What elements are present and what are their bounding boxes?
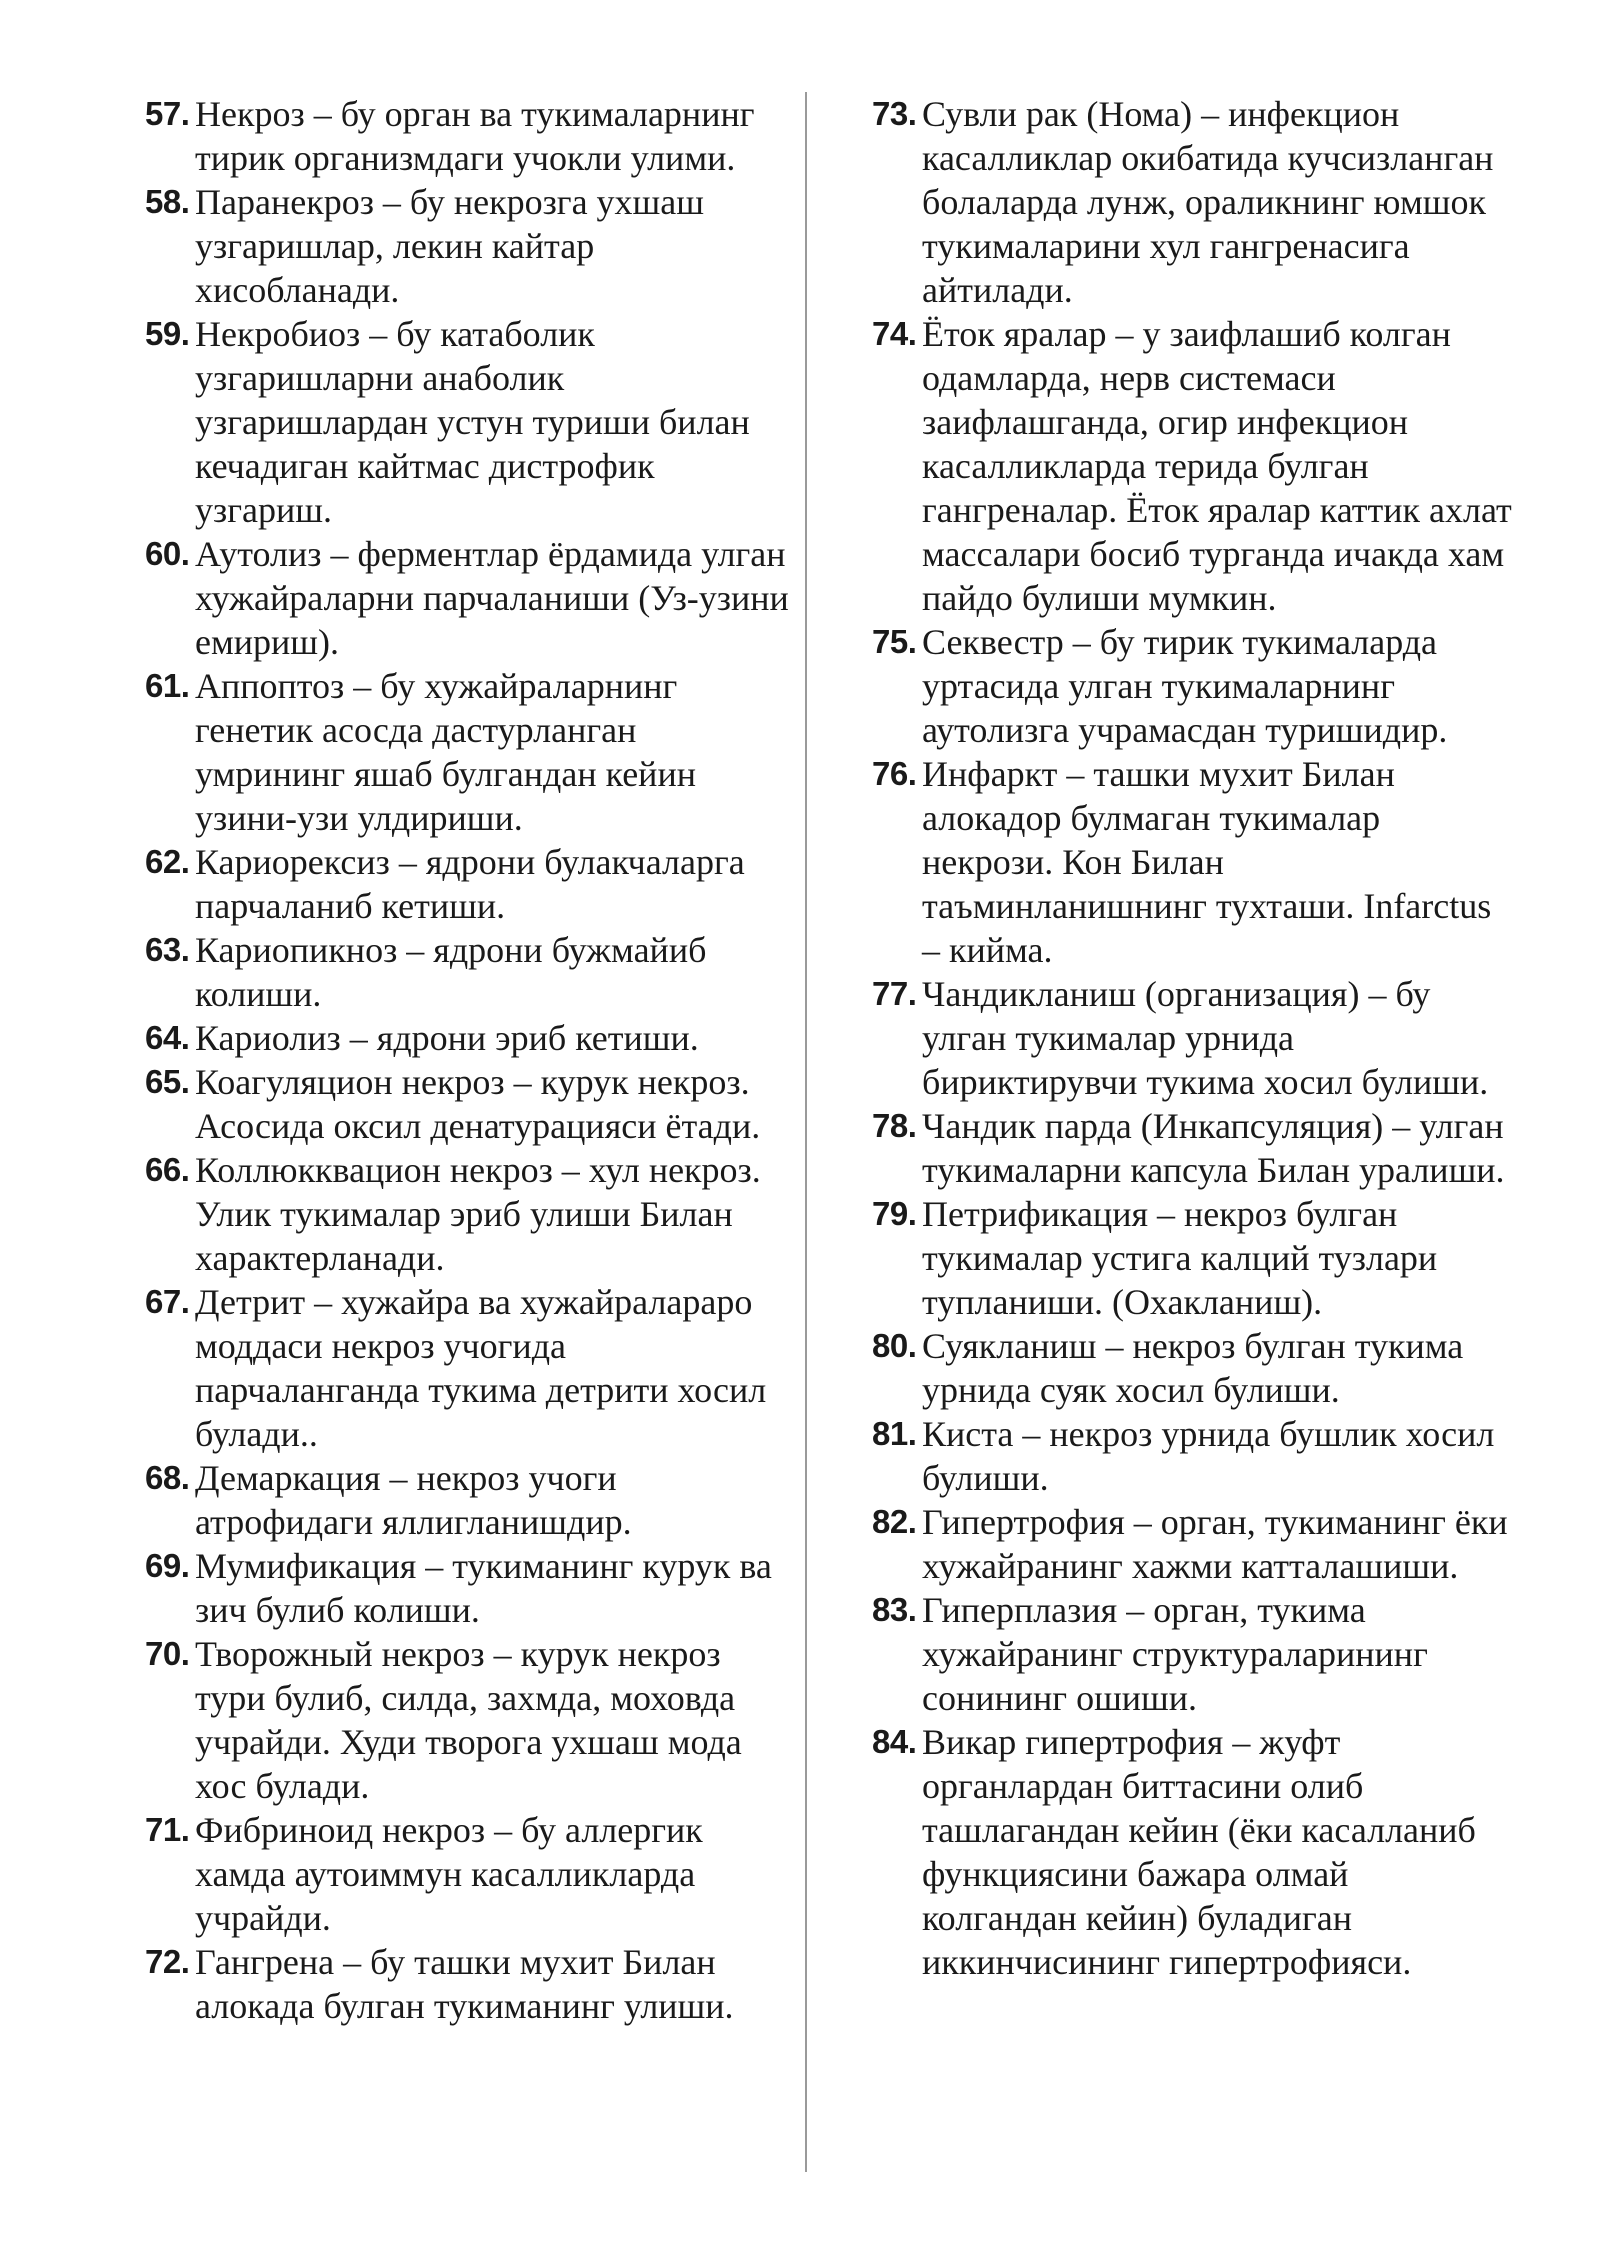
term-definition: Кариопикноз – ядрони бужмайиб колиши. <box>195 930 707 1014</box>
term-entry <box>872 1412 1512 1500</box>
term-number: 70. <box>145 1635 190 1672</box>
term-entry <box>872 1588 1512 1720</box>
term-number: 73. <box>872 95 917 132</box>
term-number: 84. <box>872 1723 917 1760</box>
term-entry <box>145 1544 795 1632</box>
term-number: 60. <box>145 535 190 572</box>
term-definition: Коагуляцион некроз – курук некроз. Асосида оксил денатурацияси ётади. <box>195 1062 761 1146</box>
term-entry <box>872 1192 1512 1324</box>
term-definition: Секвестр – бу тирик тукималарда уртасида улган тукималарнинг аутолизга учрамасдан туришидир. <box>922 622 1448 750</box>
term-definition: Ёток яралар – у заифлашиб колган одамларда, нерв системаси заифлашганда, огир инфекцион касалликларда терида булган гангреналар. Ёток яралар каттик ахлат массалари босиб турганда ичакда хам пайдо булиши мумкин. <box>922 314 1512 618</box>
term-number: 65. <box>145 1063 190 1100</box>
term-entry <box>872 92 1512 312</box>
term-number: 59. <box>145 315 190 352</box>
term-definition: Киста – некроз урнида бушлик хосил булиши. <box>922 1414 1495 1498</box>
term-definition: Суякланиш – некроз булган тукима урнида суяк хосил булиши. <box>922 1326 1464 1410</box>
term-definition: Кариолиз – ядрони эриб кетиши. <box>195 1018 699 1058</box>
term-number: 74. <box>872 315 917 352</box>
term-number: 83. <box>872 1591 917 1628</box>
term-entry <box>145 1016 795 1060</box>
term-number: 64. <box>145 1019 190 1056</box>
term-definition: Аппоптоз – бу хужайраларнинг генетик асосда дастурланган умрининг яшаб булгандан кейин узини-узи улдириши. <box>195 666 696 838</box>
term-entry <box>145 532 795 664</box>
term-definition: Гангрена – бу ташки мухит Билан алокада булган тукиманинг улиши. <box>195 1942 734 2026</box>
term-entry <box>872 1720 1512 1984</box>
term-definition: Гиперплазия – орган, тукима хужайранинг структураларининг сонининг ошиши. <box>922 1590 1428 1718</box>
left-column <box>145 92 795 2028</box>
term-entry <box>145 180 795 312</box>
term-number: 72. <box>145 1943 190 1980</box>
term-number: 62. <box>145 843 190 880</box>
term-entry <box>145 1148 795 1280</box>
term-definition: Демаркация – некроз учоги атрофидаги яллигланишдир. <box>195 1458 632 1542</box>
term-number: 69. <box>145 1547 190 1584</box>
term-number: 57. <box>145 95 190 132</box>
term-number: 82. <box>872 1503 917 1540</box>
term-definition: Некробиоз – бу катаболик узгаришларни анаболик узгаришлардан устун туриши билан кечадиган кайтмас дистрофик узгариш. <box>195 314 750 530</box>
term-definition: Паранекроз – бу некрозга ухшаш узгаришлар, лекин кайтар хисобланади. <box>195 182 704 310</box>
term-number: 68. <box>145 1459 190 1496</box>
term-definition: Сувли рак (Нома) – инфекцион касалликлар окибатида кучсизланган болаларда лунж, ораликнинг юмшок тукималарини хул гангренасига айтилади. <box>922 94 1494 310</box>
term-entry <box>145 1280 795 1456</box>
term-definition: Творожный некроз – курук некроз тури булиб, силда, захмда, моховда учрайди. Худи творога ухшаш мода хос булади. <box>195 1634 742 1806</box>
term-definition: Кариорексиз – ядрони булакчаларга парчаланиб кетиши. <box>195 842 745 926</box>
term-entry <box>872 1104 1512 1192</box>
term-number: 61. <box>145 667 190 704</box>
term-entry <box>872 620 1512 752</box>
term-definition: Чандик парда (Инкапсуляция) – улган тукималарни капсула Билан уралиши. <box>922 1106 1505 1190</box>
term-definition: Фибриноид некроз – бу аллергик хамда аутоиммун касалликларда учрайди. <box>195 1810 703 1938</box>
term-number: 81. <box>872 1415 917 1452</box>
term-number: 67. <box>145 1283 190 1320</box>
term-entry <box>145 92 795 180</box>
term-definition: Викар гипертрофия – жуфт органлардан биттасини олиб ташлагандан кейин (ёки касалланиб функциясини бажара олмай колгандан кейин) буладиган иккинчисининг гипертрофияси. <box>922 1722 1476 1982</box>
term-definition: Чандикланиш (организация) – бу улган тукималар урнида бириктирувчи тукима хосил булиши. <box>922 974 1489 1102</box>
term-number: 79. <box>872 1195 917 1232</box>
term-entry <box>145 1808 795 1940</box>
term-definition: Детрит – хужайра ва хужайралараро моддаси некроз учогида парчаланганда тукима детрити хосил булади.. <box>195 1282 767 1454</box>
term-entry <box>145 1940 795 2028</box>
term-definition: Аутолиз – ферментлар ёрдамида улган хужайраларни парчаланиши (Уз-узини емириш). <box>195 534 789 662</box>
term-number: 75. <box>872 623 917 660</box>
term-entry <box>145 840 795 928</box>
term-entry <box>872 972 1512 1104</box>
term-number: 80. <box>872 1327 917 1364</box>
term-entry <box>872 752 1512 972</box>
term-definition: Коллюкквацион некроз – хул некроз. Улик тукималар эриб улиши Билан характерланади. <box>195 1150 761 1278</box>
term-number: 78. <box>872 1107 917 1144</box>
term-definition: Некроз – бу орган ва тукималарнинг тирик организмдаги учокли улими. <box>195 94 755 178</box>
term-definition: Инфаркт – ташки мухит Билан алокадор булмаган тукималар некрози. Кон Билан таъминланишнинг тухташи. Infarctus – кийма. <box>922 754 1492 970</box>
term-number: 66. <box>145 1151 190 1188</box>
term-definition: Петрификация – некроз булган тукималар устига калций тузлари тупланиши. (Охакланиш). <box>922 1194 1438 1322</box>
term-entry <box>145 1060 795 1148</box>
term-entry <box>145 1456 795 1544</box>
term-definition: Гипертрофия – орган, тукиманинг ёки хужайранинг хажми катталашиши. <box>922 1502 1508 1586</box>
right-column <box>872 92 1512 1984</box>
term-entry <box>145 928 795 1016</box>
term-number: 76. <box>872 755 917 792</box>
term-number: 63. <box>145 931 190 968</box>
term-number: 58. <box>145 183 190 220</box>
term-entry <box>872 312 1512 620</box>
term-entry <box>872 1500 1512 1588</box>
term-number: 77. <box>872 975 917 1012</box>
term-definition: Мумификация – тукиманинг курук ва зич булиб колиши. <box>195 1546 772 1630</box>
term-entry <box>145 1632 795 1808</box>
term-number: 71. <box>145 1811 190 1848</box>
term-entry <box>145 312 795 532</box>
column-divider <box>805 92 807 2172</box>
term-entry <box>872 1324 1512 1412</box>
term-entry <box>145 664 795 840</box>
